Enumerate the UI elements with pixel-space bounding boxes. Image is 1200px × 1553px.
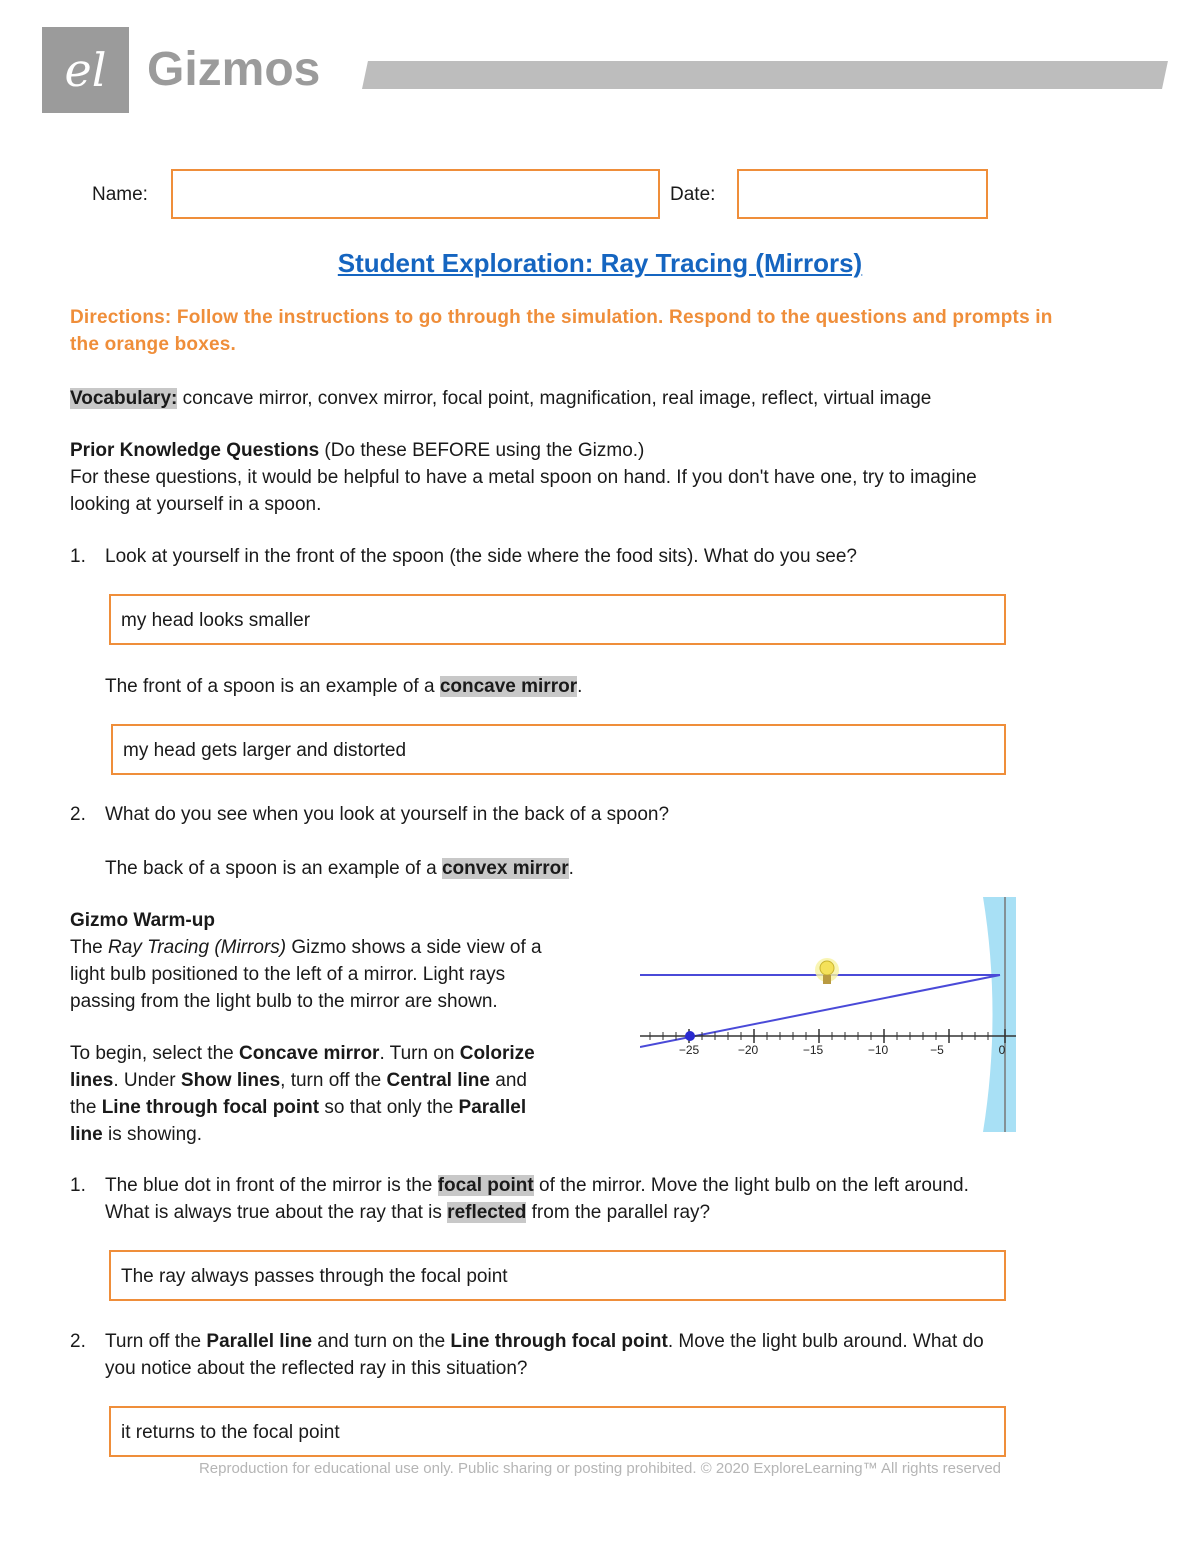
- text: . Move the light bulb around. What do: [667, 1331, 984, 1352]
- text: the: [70, 1097, 102, 1118]
- term-reflected: reflected: [447, 1202, 527, 1223]
- note-text: The front of a spoon is an example of a: [105, 676, 440, 697]
- prior-heading-note: (Do these BEFORE using the Gizmo.): [319, 440, 645, 461]
- warmup-p1-line2: light bulb positioned to the left of a mirror. Light rays: [70, 964, 506, 985]
- prior-q2-note: [105, 855, 574, 882]
- focal-point-dot[interactable]: [685, 1031, 695, 1041]
- prior-q1-note: [105, 673, 582, 700]
- text: . Turn on: [379, 1043, 460, 1064]
- term: Parallel: [458, 1097, 527, 1118]
- tick-label: −10: [867, 1043, 889, 1057]
- prior-q1-answer2: my head gets larger and distorted: [123, 740, 407, 761]
- tick-label: −25: [678, 1043, 700, 1057]
- prior-knowledge-heading: [70, 437, 644, 464]
- footer-copyright: Reproduction for educational use only. Public sharing or posting prohibited. © 2020 ExploreLearning™ All rights reserved: [198, 1460, 1002, 1477]
- text: The: [70, 937, 109, 958]
- gizmo-name: Ray Tracing (Mirrors): [108, 937, 287, 958]
- warmup-p1-line1: [70, 934, 542, 961]
- term: line: [70, 1124, 103, 1145]
- term-convex-mirror: convex mirror: [441, 858, 569, 879]
- date-field[interactable]: [737, 169, 988, 219]
- warmup-heading: [70, 907, 215, 934]
- text: The blue dot in front of the mirror is the: [105, 1175, 438, 1196]
- warmup-q2-answer: it returns to the focal point: [121, 1422, 340, 1443]
- prior-q1-answer2-box[interactable]: [111, 724, 1006, 775]
- text: is showing.: [102, 1124, 203, 1145]
- term: Line through focal point: [101, 1097, 320, 1118]
- prior-intro-line1: For these questions, it would be helpful to have a metal spoon on hand. If you don't have one, try to imagine: [70, 467, 977, 488]
- tick-label: −15: [802, 1043, 824, 1057]
- prior-heading-title: Prior Knowledge Questions: [70, 440, 320, 461]
- warmup-p2-line1: [70, 1040, 535, 1067]
- light-bulb-icon[interactable]: [815, 958, 839, 984]
- brand-name: Gizmos: [147, 43, 321, 96]
- warmup-p1-line3: passing from the light bulb to the mirror are shown.: [70, 991, 498, 1012]
- term: Central line: [386, 1070, 490, 1091]
- prior-q1-text: Look at yourself in the front of the spoon (the side where the food sits). What do you see?: [105, 546, 857, 567]
- warmup-q1-answer: The ray always passes through the focal point: [121, 1266, 508, 1287]
- text: of the mirror. Move the light bulb on the left around.: [533, 1175, 969, 1196]
- prior-intro-line2: looking at yourself in a spoon.: [70, 494, 322, 515]
- prior-q1-answer-box[interactable]: [109, 594, 1006, 645]
- ray-tracing-figure: [640, 897, 1020, 1132]
- text: and: [489, 1070, 527, 1091]
- question-number: 1.: [70, 546, 86, 567]
- text: Turn off the: [105, 1331, 207, 1352]
- vocabulary-text: concave mirror, convex mirror, focal point, magnification, real image, reflect, virtual image: [177, 388, 932, 409]
- warmup-q1-line1: [105, 1172, 969, 1199]
- term-focal-point: focal point: [437, 1175, 534, 1196]
- term: Concave mirror: [239, 1043, 380, 1064]
- tick-label: −5: [930, 1043, 944, 1057]
- page-title: Student Exploration: Ray Tracing (Mirrors): [337, 248, 863, 278]
- term: Colorize: [459, 1043, 535, 1064]
- warmup-p2-line3: [70, 1094, 526, 1121]
- term: lines: [70, 1070, 114, 1091]
- text: What is always true about the ray that is: [105, 1202, 448, 1223]
- text: and turn on the: [312, 1331, 451, 1352]
- question-number: 1.: [70, 1175, 86, 1196]
- name-label: Name:: [92, 184, 148, 205]
- warmup-q2-line1: [105, 1328, 984, 1355]
- date-label: Date:: [670, 184, 716, 205]
- vocabulary: [70, 385, 931, 412]
- directions: Directions: Follow the instructions to go through the simulation. Respond to the questions and prompts in the orange boxes.: [70, 307, 1053, 355]
- text: so that only the: [319, 1097, 459, 1118]
- question-number: 2.: [70, 804, 86, 825]
- term: Parallel line: [206, 1331, 313, 1352]
- note-end: .: [577, 676, 583, 697]
- warmup-q2-line2: you notice about the reflected ray in this situation?: [105, 1358, 528, 1379]
- warmup-q2-answer-box[interactable]: [109, 1406, 1006, 1457]
- warmup-p2-line2: [70, 1067, 527, 1094]
- explorelearning-logo: [42, 27, 129, 113]
- term: Line through focal point: [450, 1331, 668, 1352]
- tick-label: 0: [998, 1043, 1006, 1057]
- note-end: .: [568, 858, 574, 879]
- tick-label: −20: [737, 1043, 759, 1057]
- concave-mirror: [983, 897, 1016, 1132]
- warmup-q1-line2: [105, 1199, 710, 1226]
- prior-q2-text: What do you see when you look at yourself in the back of a spoon?: [105, 804, 670, 825]
- warmup-heading-text: Gizmo Warm-up: [70, 910, 215, 931]
- text: To begin, select the: [70, 1043, 239, 1064]
- warmup-q1-answer-box[interactable]: [109, 1250, 1006, 1301]
- text: from the parallel ray?: [526, 1202, 711, 1223]
- vocabulary-label: Vocabulary:: [70, 388, 178, 409]
- warmup-p2-line4: [70, 1121, 202, 1148]
- text: Gizmo shows a side view of a: [286, 937, 542, 958]
- term-concave-mirror: concave mirror: [439, 676, 578, 697]
- logo-mark: el: [64, 43, 107, 97]
- header-bar: [362, 61, 1168, 89]
- note-text: The back of a spoon is an example of a: [105, 858, 442, 879]
- name-field[interactable]: [171, 169, 660, 219]
- text: , turn off the: [280, 1070, 387, 1091]
- text: . Under: [113, 1070, 181, 1091]
- prior-q1-answer: my head looks smaller: [121, 610, 311, 631]
- term: Show lines: [180, 1070, 281, 1091]
- question-number: 2.: [70, 1331, 86, 1352]
